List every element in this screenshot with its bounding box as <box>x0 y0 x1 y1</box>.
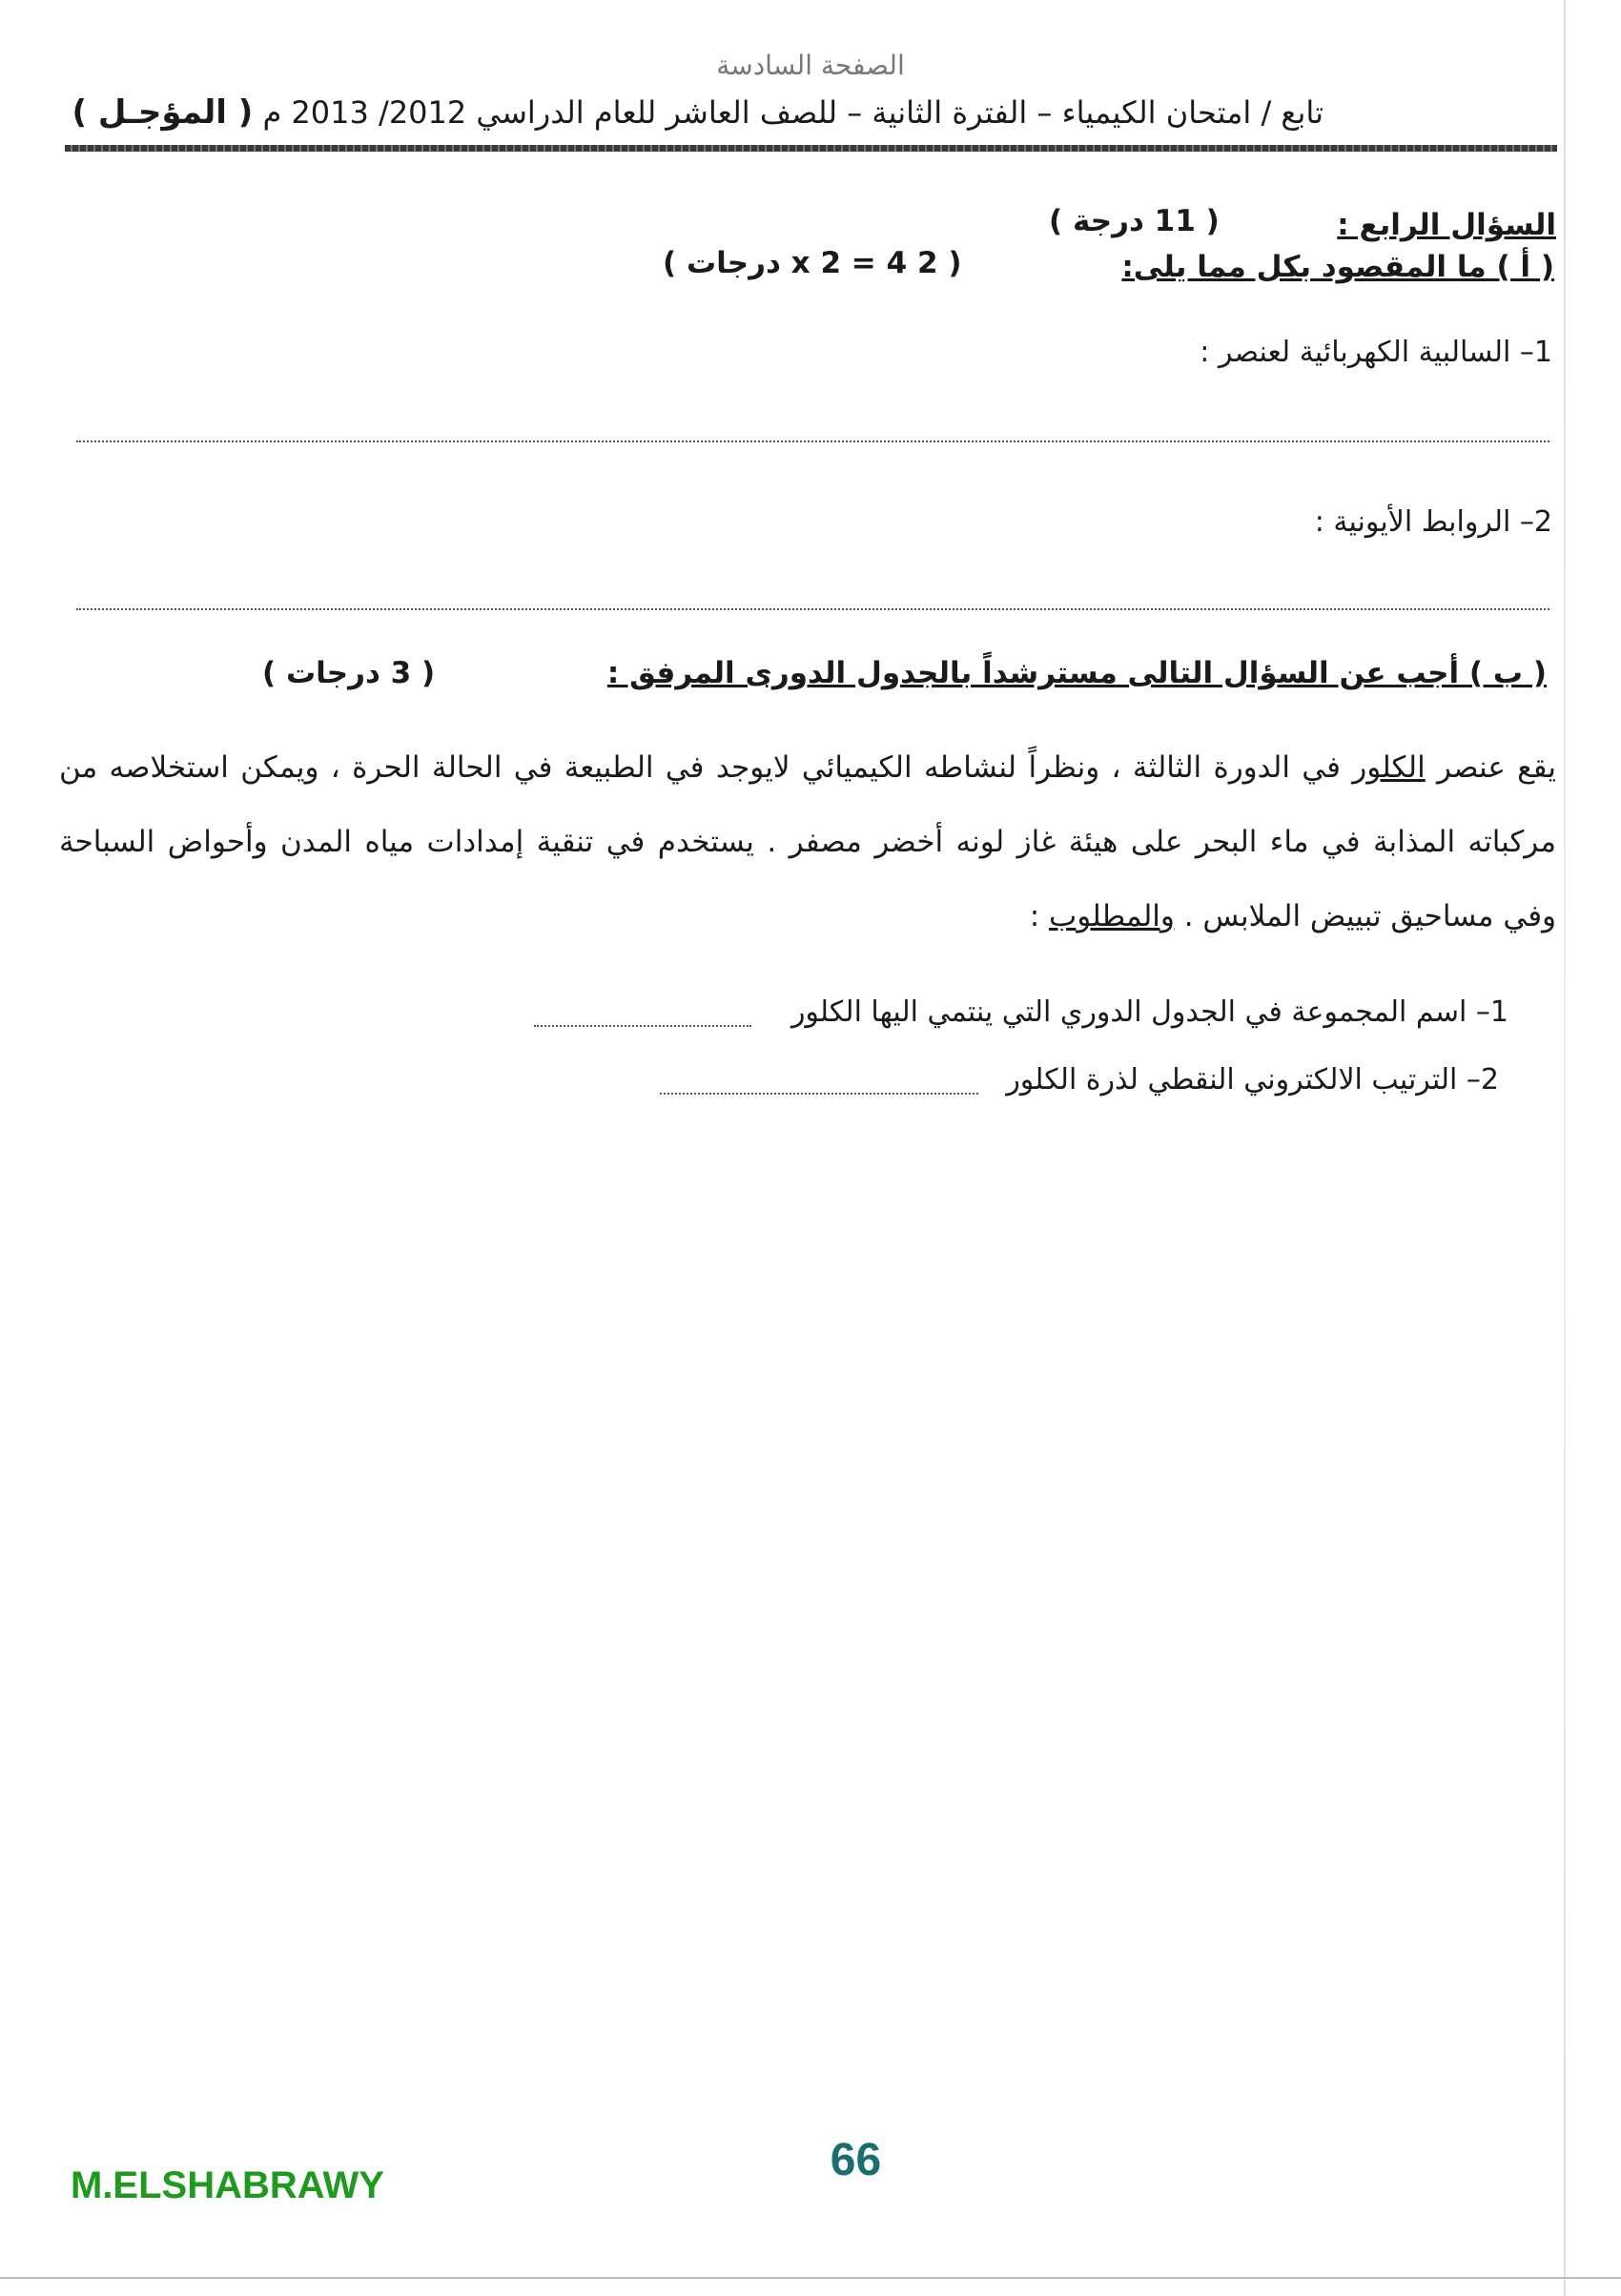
bottom-edge <box>0 2277 1621 2279</box>
part-a-marks: ( 2 x 2 = 4 درجات ) <box>663 246 962 280</box>
page-label: الصفحة السادسة <box>716 50 905 81</box>
header-divider <box>65 145 1557 152</box>
author-signature: M.ELSHABRAWY <box>71 2164 384 2206</box>
question-4-marks: ( 11 درجة ) <box>1049 204 1220 238</box>
page-number: 66 <box>830 2135 882 2185</box>
part-a-item-2: 2– الروابط الأيونية : <box>1314 505 1552 539</box>
page-edge <box>1564 0 1566 2296</box>
part-b-title: ( ب ) أجب عن السؤال التالى مسترشداً بالجدول الدورى المرفق : <box>606 656 1547 690</box>
requirement-1: 1– اسم المجموعة في الجدول الدوري التي ينتمي اليها الكلور <box>790 995 1508 1029</box>
part-a-title: ( أ ) ما المقصود بكل مما يلى: <box>1121 250 1554 284</box>
requirement-2: 2– الترتيب الالكتروني النقطي لذرة الكلور <box>1006 1063 1499 1097</box>
paragraph-line-1: يقع عنصر الكلور في الدورة الثالثة ، ونظراً لنشاطه الكيميائي لايوجد في الطبيعة في الحالة الحرة ، ويمكن استخلاصه من <box>59 750 1556 785</box>
answer-line-2 <box>76 608 1549 610</box>
paragraph-line-2: مركباته المذابة في ماء البحر على هيئة غاز لونه أخضر مصفر . يستخدم في تنقية إمدادات مياه المدن وأحواض السباحة <box>59 825 1556 859</box>
requirement-1-answer-line <box>534 1025 751 1027</box>
paragraph-line-3: وفي مساحيق تبييض الملابس . والمطلوب : <box>1029 899 1556 933</box>
part-b-marks: ( 3 درجات ) <box>262 656 436 690</box>
answer-line-1 <box>76 441 1549 442</box>
required-term: والمطلوب <box>1049 899 1175 933</box>
question-4-title: السؤال الرابع : <box>1337 208 1556 242</box>
header-text: تابع / امتحان الكيمياء – الفترة الثانية – للصف العاشر للعام الدراسي 2012/ 2013 م <box>262 94 1323 131</box>
requirement-2-answer-line <box>660 1093 978 1095</box>
chlorine-term: الكلور <box>1352 750 1426 785</box>
exam-header <box>65 93 1323 132</box>
part-a-item-1: 1– السالبية الكهربائية لعنصر : <box>1200 336 1552 369</box>
header-tag: ( المؤجـل ) <box>72 93 254 132</box>
